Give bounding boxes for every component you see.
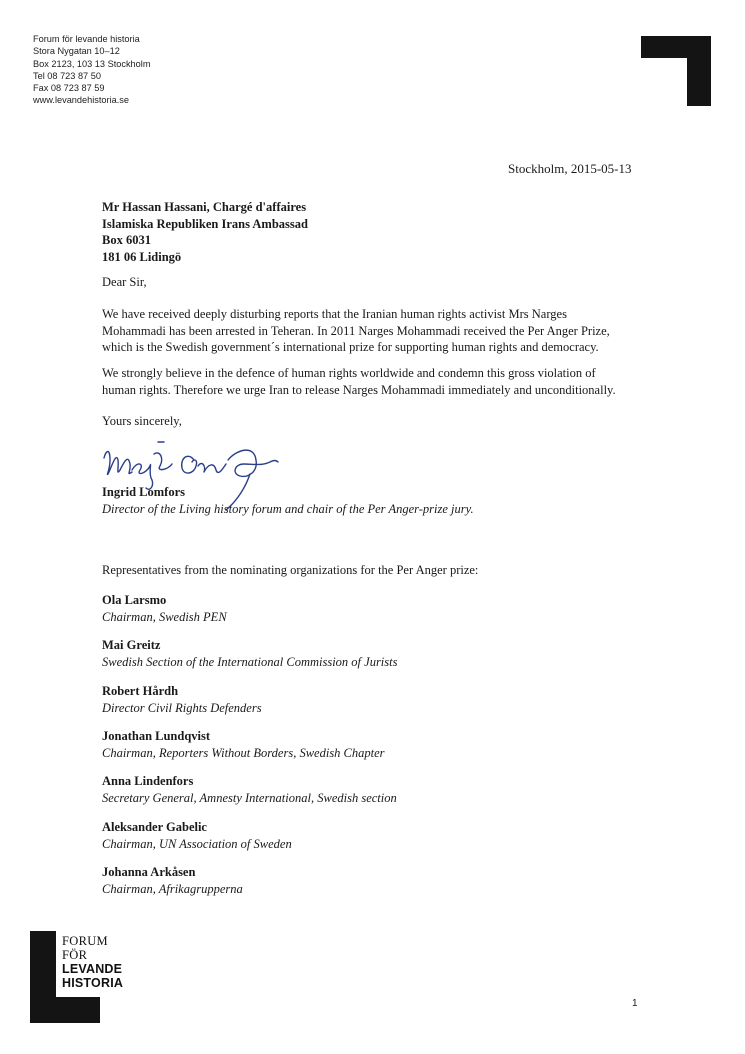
recipient-city: 181 06 Lidingö bbox=[102, 249, 182, 264]
representative-name: Johanna Arkåsen bbox=[102, 865, 196, 879]
paragraph-1-line: Mohammadi has been arrested in Teheran. In 2011 Narges Mohammadi received the Per Anger Prize, bbox=[102, 323, 610, 338]
paragraph-1-line: We have received deeply disturbing reports that the Iranian human rights activist Mrs Narges bbox=[102, 307, 567, 321]
sender-address bbox=[33, 33, 150, 107]
logo-line-levande: LEVANDE bbox=[62, 962, 123, 976]
sender-phone: Tel 08 723 87 50 bbox=[33, 70, 101, 81]
paragraph-2-line: We strongly believe in the defence of human rights worldwide and condemn this gross violation of bbox=[102, 366, 596, 380]
logo-line-historia: HISTORIA bbox=[62, 976, 124, 990]
page-number: 1 bbox=[632, 998, 638, 1009]
forum-logo-mark-top bbox=[641, 36, 711, 106]
representative-title: Director Civil Rights Defenders bbox=[102, 700, 262, 715]
paragraph-1 bbox=[102, 306, 662, 356]
sender-org: Forum för levande historia bbox=[33, 34, 140, 44]
representatives-intro: Representatives from the nominating organizations for the Per Anger prize: bbox=[102, 563, 479, 577]
representative-title: Chairman, Swedish PEN bbox=[102, 609, 227, 624]
representative-title: Swedish Section of the International Commission of Jurists bbox=[102, 654, 398, 669]
representative-item bbox=[102, 728, 385, 761]
representative-title: Chairman, Reporters Without Borders, Swedish Chapter bbox=[102, 745, 385, 760]
representative-item bbox=[102, 864, 243, 897]
logo-bar-horizontal bbox=[30, 997, 100, 1023]
paragraph-2-line: human rights. Therefore we urge Iran to release Narges Mohammadi immediately and unconditionally. bbox=[102, 382, 616, 397]
representative-item bbox=[102, 819, 292, 852]
sender-fax: Fax 08 723 87 59 bbox=[33, 83, 105, 94]
recipient-address bbox=[102, 199, 308, 265]
representative-item bbox=[102, 637, 397, 670]
forum-logo-text bbox=[62, 934, 123, 990]
sender-street: Stora Nygatan 10–12 bbox=[33, 46, 120, 57]
paragraph-2 bbox=[102, 365, 662, 398]
logo-line-forum: FORUM bbox=[62, 934, 108, 948]
representative-item bbox=[102, 773, 397, 806]
salutation: Dear Sir, bbox=[102, 275, 147, 289]
representative-item bbox=[102, 683, 262, 716]
representative-name: Jonathan Lundqvist bbox=[102, 729, 211, 743]
paragraph-1-line: which is the Swedish government´s international prize for supporting human rights and democracy. bbox=[102, 340, 599, 354]
signer-name: Ingrid Lomfors bbox=[102, 485, 185, 499]
sender-box: Box 2123, 103 13 Stockholm bbox=[33, 58, 151, 69]
representative-title: Chairman, Afrikagrupperna bbox=[102, 881, 243, 896]
recipient-embassy: Islamiska Republiken Irans Ambassad bbox=[102, 216, 308, 231]
sender-website: www.levandehistoria.se bbox=[33, 95, 130, 106]
representative-name: Anna Lindenfors bbox=[102, 774, 194, 788]
signer-title: Director of the Living history forum and chair of the Per Anger-prize jury. bbox=[102, 502, 474, 516]
representative-item bbox=[102, 592, 227, 625]
representative-title: Chairman, UN Association of Sweden bbox=[102, 836, 292, 851]
representative-name: Aleksander Gabelic bbox=[102, 820, 207, 834]
representative-name: Robert Hårdh bbox=[102, 684, 179, 698]
representative-name: Ola Larsmo bbox=[102, 593, 167, 607]
letter-date: Stockholm, 2015-05-13 bbox=[508, 161, 632, 176]
logo-line-for: FÖR bbox=[62, 948, 88, 962]
closing: Yours sincerely, bbox=[102, 414, 182, 428]
representative-name: Mai Greitz bbox=[102, 638, 161, 652]
recipient-name: Mr Hassan Hassani, Chargé d'affaires bbox=[102, 200, 307, 214]
representative-title: Secretary General, Amnesty International, Swedish section bbox=[102, 790, 397, 805]
recipient-box: Box 6031 bbox=[102, 233, 151, 247]
